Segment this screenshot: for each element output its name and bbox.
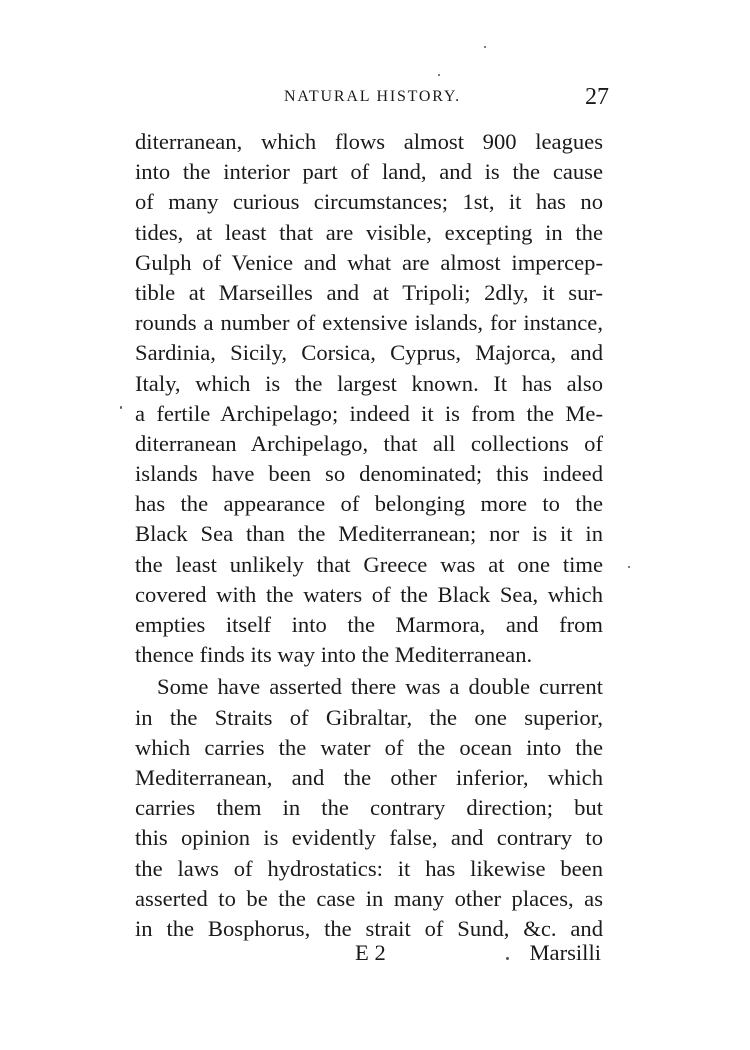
text-line: tible at Marseilles and at Tripoli; 2dly, it sur- [135, 279, 603, 305]
text-line: this opinion is evidently false, and contrary to [135, 825, 603, 851]
signature-mark: E 2 [355, 940, 386, 965]
text-line: the least unlikely that Greece was at one time [135, 551, 603, 577]
body-text [135, 127, 603, 944]
text-line: Italy, which is the largest known. It has also [135, 370, 603, 396]
text-line: in the Straits of Gibraltar, the one superior, [135, 704, 603, 730]
text-line: of many curious circumstances; 1st, it has no [135, 189, 603, 215]
page-footer [135, 940, 603, 974]
text-line: diterranean, which flows almost 900 leagues [135, 129, 603, 154]
text-line: thence finds its way into the Mediterranean. [135, 642, 533, 668]
catchword: Marsilli [529, 940, 601, 965]
ink-speck [484, 46, 486, 48]
text-line: tides, at least that are visible, excepting in the [135, 219, 603, 245]
text-line: islands have been so denominated; this indeed [135, 461, 603, 487]
ink-speck [506, 957, 509, 960]
text-line: a fertile Archipelago; indeed it is from the Me- [135, 400, 603, 426]
text-line: carries them in the contrary direction; but [135, 795, 603, 821]
paragraph-1 [135, 127, 603, 670]
ink-speck [120, 406, 122, 409]
text-line: empties itself into the Marmora, and from [135, 612, 603, 637]
text-line: diterranean Archipelago, that all collections of [135, 430, 603, 456]
text-line: Mediterranean, and the other inferior, which [135, 764, 603, 790]
text-line: rounds a number of extensive islands, for instance, [135, 310, 603, 336]
ink-speck [438, 74, 440, 76]
text-line: covered with the waters of the Black Sea, which [135, 581, 603, 607]
text-line: in the Bosphorus, the strait of Sund, &c. and [135, 915, 603, 941]
text-line: Sardinia, Sicily, Corsica, Cyprus, Majorca, and [135, 340, 603, 366]
page-number: 27 [585, 84, 609, 110]
text-line: the laws of hydrostatics: it has likewise been [135, 855, 603, 881]
paragraph-2 [135, 672, 603, 944]
text-line: into the interior part of land, and is the cause [135, 159, 603, 185]
text-line: has the appearance of belonging more to the [135, 491, 603, 517]
text-line: Some have asserted there was a double current [157, 674, 603, 700]
ink-speck [628, 566, 630, 568]
text-line: Gulph of Venice and what are almost impercep- [135, 249, 603, 275]
text-line: Black Sea than the Mediterranean; nor is it in [135, 521, 603, 547]
running-head: NATURAL HISTORY. [284, 88, 461, 105]
text-line: which carries the water of the ocean into the [135, 734, 603, 760]
text-line: asserted to be the case in many other places, as [135, 885, 603, 911]
